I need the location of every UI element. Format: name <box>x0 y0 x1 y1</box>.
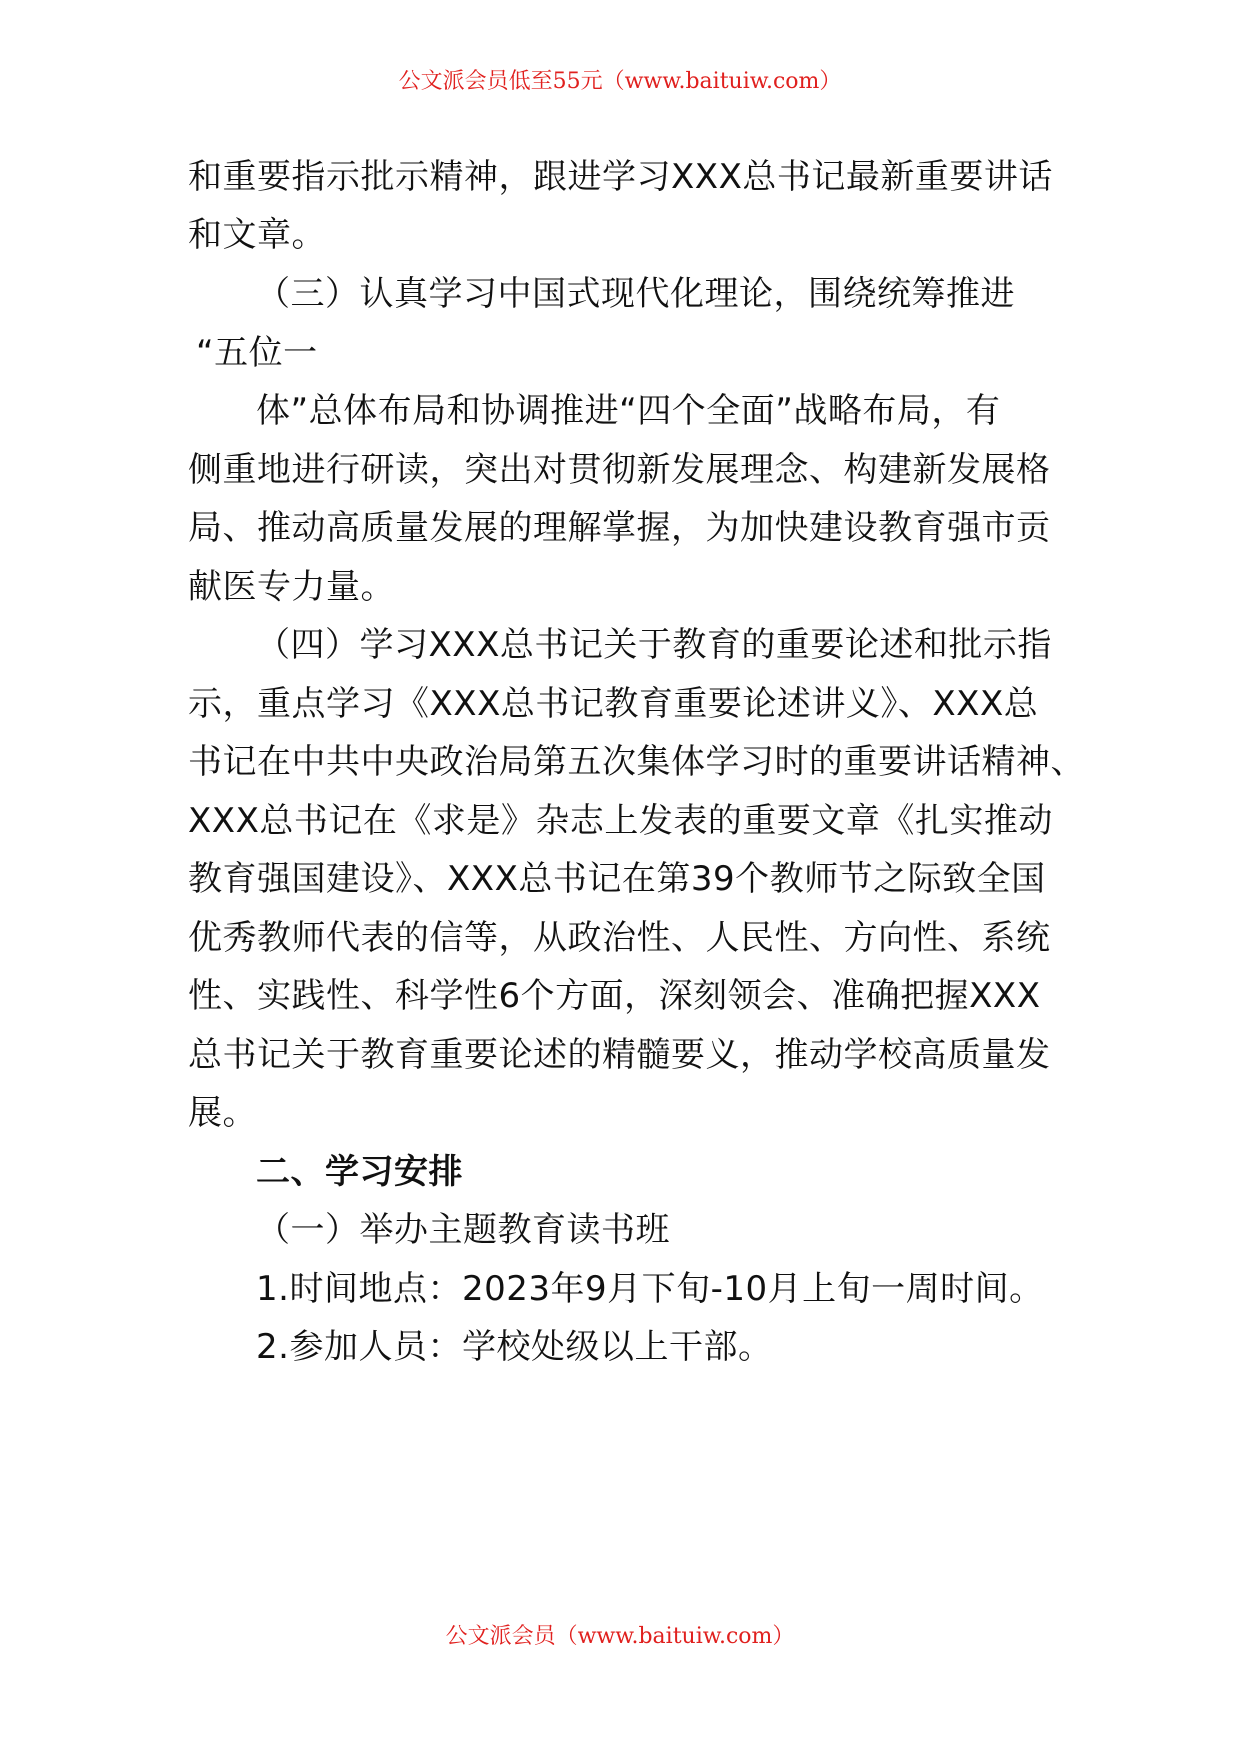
text-line: “五位一 <box>196 333 318 373</box>
text-line: 局、推动高质量发展的理解掌握，为加快建设教育强市贡 <box>188 508 1051 548</box>
text-line: 和文章。 <box>188 215 326 255</box>
text-line: 书记在中共中央政治局第五次集体学习时的重要讲话精神、 <box>188 742 1085 782</box>
text-line: 教育强国建设》、XXX总书记在第39个教师节之际致全国 <box>188 859 1046 899</box>
text-line: （三）认真学习中国式现代化理论，围绕统筹推进 <box>256 274 1015 314</box>
text-line: 2.参加人员：学校处级以上干部。 <box>256 1327 773 1367</box>
text-line: 总书记关于教育重要论述的精髓要义，推动学校高质量发 <box>188 1035 1051 1075</box>
text-line: 和重要指示批示精神，跟进学习XXX总书记最新重要讲话 <box>188 157 1053 197</box>
footer-watermark-note: 公文派会员（www.baituiw.com） <box>445 1624 795 1649</box>
subsection-heading: （一）举办主题教育读书班 <box>256 1210 670 1250</box>
text-line: 献医专力量。 <box>188 567 395 607</box>
text-line: 示，重点学习《XXX总书记教育重要论述讲义》、XXX总 <box>188 684 1039 724</box>
text-line: 性、实践性、科学性6个方面，深刻领会、准确把握XXX <box>188 976 1041 1016</box>
text-line: 优秀教师代表的信等，从政治性、人民性、方向性、系统 <box>188 918 1051 958</box>
text-line: （四）学习XXX总书记关于教育的重要论述和批示指 <box>256 625 1052 665</box>
header-watermark-note: 公文派会员低至55元（www.baituiw.com） <box>398 69 842 94</box>
text-line: XXX总书记在《求是》杂志上发表的重要文章《扎实推动 <box>188 801 1053 841</box>
text-line: 侧重地进行研读，突出对贯彻新发展理念、构建新发展格 <box>188 450 1051 490</box>
text-line: 体”总体布局和协调推进“四个全面”战略布局，有 <box>256 391 1001 431</box>
text-line: 展。 <box>188 1093 257 1133</box>
section-heading: 二、学习安排 <box>256 1152 463 1192</box>
text-line: 1.时间地点：2023年9月下旬-10月上旬一周时间。 <box>256 1269 1044 1309</box>
